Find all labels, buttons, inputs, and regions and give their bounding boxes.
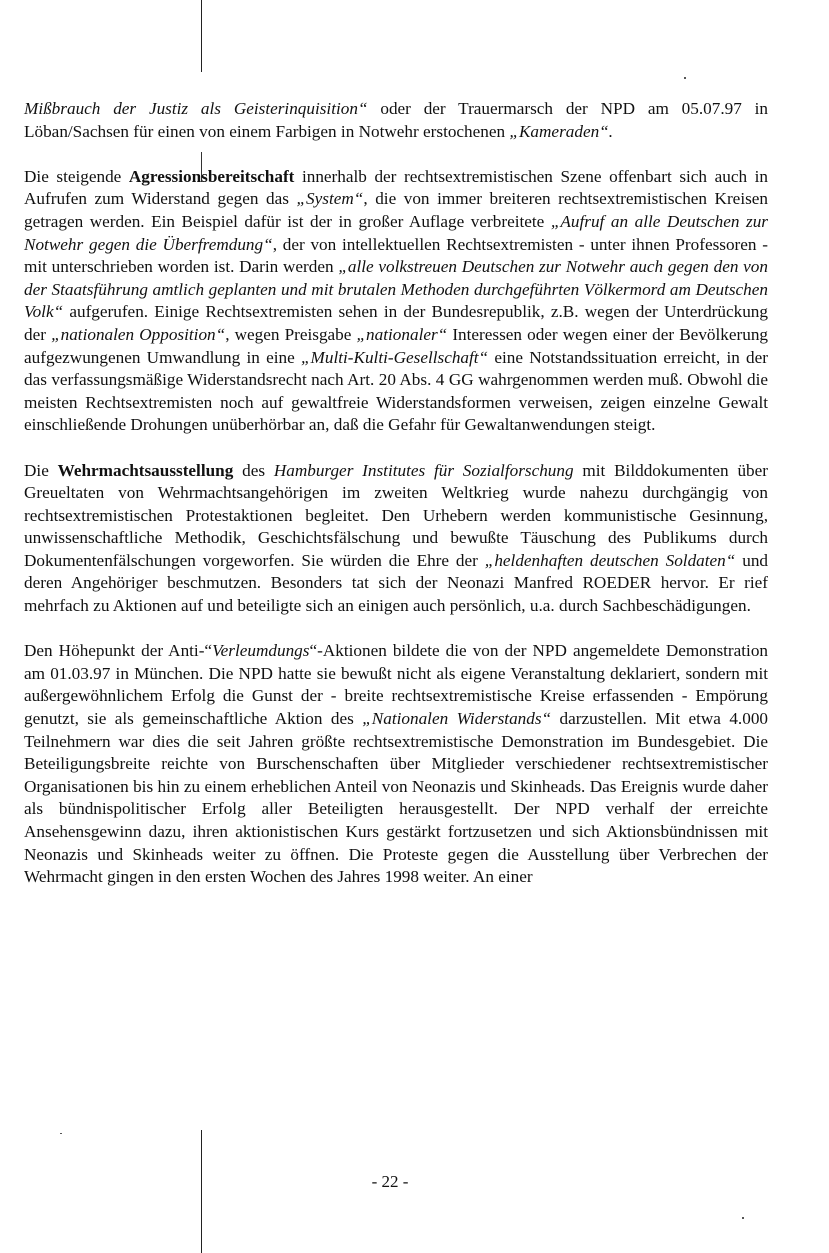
scan-speck xyxy=(684,77,686,79)
scan-speck xyxy=(742,1217,744,1219)
text-run: Die xyxy=(24,460,58,480)
document-body xyxy=(24,98,768,911)
scan-margin-line-bottom xyxy=(201,1130,202,1253)
italic-run: „alle volkstreuen Deutschen zur Notwehr auch gegen den von der Staatsführung amtlich geplanten und mit brutalen Methoden durchgeführten Völkermord am Deutschen Volk“ xyxy=(24,257,768,322)
scan-margin-line-top xyxy=(201,0,202,72)
text-run: und deren Angehöriger beschmutzen. Besonders tat sich der Neonazi Manfred ROEDER hervor. Er rief mehrfach zu Aktionen auf und beteiligte sich an einigen auch persönlich, u.a. durch Sachbeschädigungen. xyxy=(24,550,769,616)
text-run: , wegen Preisgabe xyxy=(225,324,357,344)
italic-run: „Aufruf an alle Deutschen zur Notwehr gegen die Überfremdung“ xyxy=(24,211,768,254)
italic-run: „Nationalen Widerstands“ xyxy=(362,709,552,729)
text-run: eine Notstandssituation erreicht, in der das verfassungsmäßige Widerstandsrecht nach Art. 20 Abs. 4 GG wahrgenommen werden muß. Obwohl die meisten Rechtsextremisten noch auf gewaltfreie Widerstandsformen verweisen, zeigen einzelne Gewalt einschließende Drohungen unüberhörbar an, daß die Gefahr für Gewaltanwendungen steigt. xyxy=(24,347,768,435)
text-run: aufgerufen. Einige Rechtsextremisten sehen in der Bundesrepublik, z.B. wegen der Unterdrückung der xyxy=(24,302,768,344)
italic-run: „Multi-Kulti-Gesellschaft“ xyxy=(300,347,489,367)
text-run: Interessen oder wegen einer der Bevölkerung aufgezwungenen Umwandlung in eine xyxy=(24,324,769,367)
text-run: Den Höhepunkt der Anti-“ xyxy=(24,641,213,661)
bold-run: Agressionsbereitschaft xyxy=(128,166,295,186)
text-run: Die steigende xyxy=(24,166,129,186)
scan-speck xyxy=(60,1133,62,1134)
paragraph-3 xyxy=(24,460,768,618)
text-run: darzustellen. Mit etwa 4.000 Teilnehmern war dies die seit Jahren größte rechtsextremistische Demonstration im Bundesgebiet. Die Beteiligungsbreite reichte von Burschenschaften über Mitglieder verschiedener rechtsextremistischer Organisationen bis hin zu einem erheblichen Anteil von Neonazis und Skinheads. Das Ereignis wurde daher als bündnispolitischer Erfolg aller Beteiligten herausgestellt. Der NPD verhalf der erreichte Ansehensgewinn dazu, ihren aktionistischen Kurs gestärkt fortzusetzen und sich Aktionsbündnissen mit Neonazis und Skinheads weiter zu öffnen. Die Proteste gegen die Ausstellung über Verbrechen der Wehrmacht gingen in den ersten Wochen des Jahres 1998 weiter. An einer xyxy=(24,709,769,887)
text-run: mit Bilddokumenten über Greueltaten von Wehrmachtsangehörigen im zweiten Weltkrieg wurde nahezu durchgängig von rechtsextremistischen Protestaktionen begleitet. Den Urhebern werden kommunistische Gesinnung, unwissenschaftliche Methodik, Geschichtsfälschung und bewußte Täuschung des Publikums durch Dokumentenfälschungen vorgeworfen. Sie würden die Ehre der xyxy=(24,460,768,570)
italic-run: Hamburger Institutes für Sozialforschung xyxy=(273,460,574,480)
bold-run: Wehrmachtsausstellung xyxy=(57,460,234,480)
italic-run: „Kameraden“. xyxy=(509,121,614,141)
italic-run: „nationaler“ xyxy=(356,324,448,344)
paragraph-1 xyxy=(24,98,768,143)
text-run: “-Aktionen bildete die von der NPD angemeldete Demonstration am 01.03.97 in München. Die NPD hatte sie bewußt nicht als eigene Veranstaltung deklariert, sondern mit außergewöhnlichem Erfolg die Gunst der - breite rechtsextremistische Kreise erfassenden - Empörung genutzt, sie als gemeinschaftliche Aktion des xyxy=(24,641,769,729)
italic-run: „System“ xyxy=(296,189,364,209)
text-run: oder der Trauermarsch der NPD am 05.07.97 in Löban/Sachsen für einen von einem Farbigen in Notwehr erstochenen xyxy=(24,99,769,141)
text-run: , die von immer breiteren rechtsextremistischen Kreisen getragen werden. Ein Beispiel dafür ist der in großer Auflage verbreitete xyxy=(24,189,769,231)
page-number: - 22 - xyxy=(371,1172,409,1191)
text-run: , der von intellektuellen Rechtsextremisten - unter ihnen Professoren - mit unterschrieben worden ist. Darin werden xyxy=(24,234,768,277)
italic-run: Mißbrauch der Justiz als Geisterinquisition“ xyxy=(24,99,368,118)
paragraph-2 xyxy=(24,166,768,437)
italic-run: „heldenhaften deutschen Soldaten“ xyxy=(484,550,736,570)
text-run: innerhalb der rechtsextremistischen Szene offenbart sich auch in Aufrufen zum Widerstand gegen das xyxy=(24,166,768,209)
text-run: des xyxy=(233,460,274,480)
italic-run: „nationalen Opposition“ xyxy=(51,324,226,344)
paragraph-4 xyxy=(24,640,768,889)
italic-run: Verleumdungs xyxy=(212,641,310,661)
